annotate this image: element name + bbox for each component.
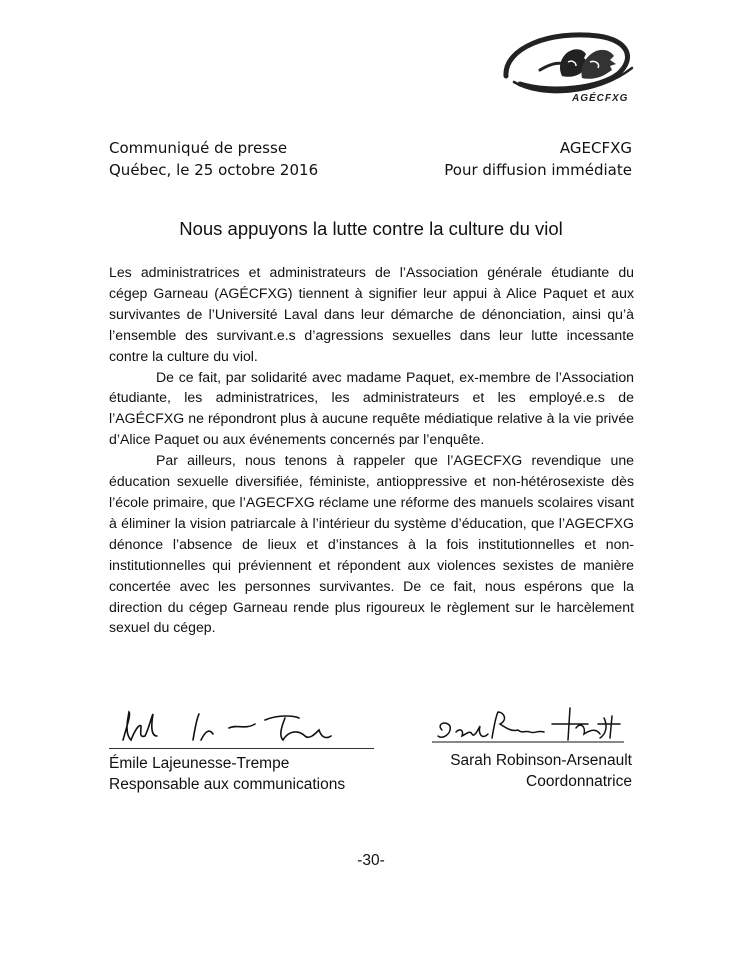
- paragraph: Les administratrices et administrateurs de l’Association générale étudiante du cégep Garneau (AGÉCFXG) tiennent à signifier leur appui à Alice Paquet et aux survivantes de l’Université Laval dans leur démarche de dénonciation, ainsi qu’à l’ensemble des survivant.e.s d’agressions sexuelles dans leur lutte incessante contre la culture du viol.: [109, 264, 634, 364]
- page-number: -30-: [357, 852, 385, 869]
- release-note: Pour diffusion immédiate: [444, 161, 632, 179]
- signature-line: [109, 748, 374, 749]
- header-left: [109, 137, 318, 181]
- organization-name: AGECFXG: [559, 139, 632, 157]
- signatory-name: Émile Lajeunesse-Trempe: [109, 755, 290, 772]
- signatory-role: Coordonnatrice: [526, 773, 632, 790]
- handwritten-signature: [109, 700, 374, 746]
- press-release-title: Nous appuyons la lutte contre la culture du viol: [179, 218, 563, 239]
- signature-block-right: [420, 700, 632, 792]
- signature-block-left: [109, 700, 374, 795]
- paragraph: De ce fait, par solidarité avec madame Paquet, ex-membre de l’Association étudiante, les administratrices, les administrateurs et les employé.e.s de l’AGÉCFXG ne répondront plus à aucune requête médiatique relative à la vie privée d’Alice Paquet ou aux événements concernés par l’enquête.: [109, 368, 634, 448]
- header-right: [444, 137, 632, 181]
- logo-caption: AGÉCFXG: [572, 93, 629, 104]
- signatory-role: Responsable aux communications: [109, 776, 346, 793]
- document-type: Communiqué de presse: [109, 139, 288, 157]
- place-date: Québec, le 25 octobre 2016: [109, 161, 319, 179]
- handwritten-signature: [420, 700, 632, 746]
- paragraph: Par ailleurs, nous tenons à rappeler que l’AGECFXG revendique une éducation sexuelle diversifiée, féministe, antioppressive et non-hétérosexiste dès l’école primaire, que l’AGECFXG réclame une réforme des manuels scolaires visant à éliminer la vision patriarcale à l’intérieur du système d’éducation, que l’AGECFXG dénonce l’absence de lieux et d’instances à la fois institutionnelles et non-institutionnelles qui préviennent et répondent aux violences sexistes de manière concertée avec les personnes survivantes. De ce fait, nous espérons que la direction du cégep Garneau rende plus rigoureux le règlement sur le harcèlement sexuel du cégep.: [109, 452, 634, 636]
- press-release-body: [109, 262, 634, 638]
- signatory-name: Sarah Robinson-Arsenault: [450, 752, 632, 769]
